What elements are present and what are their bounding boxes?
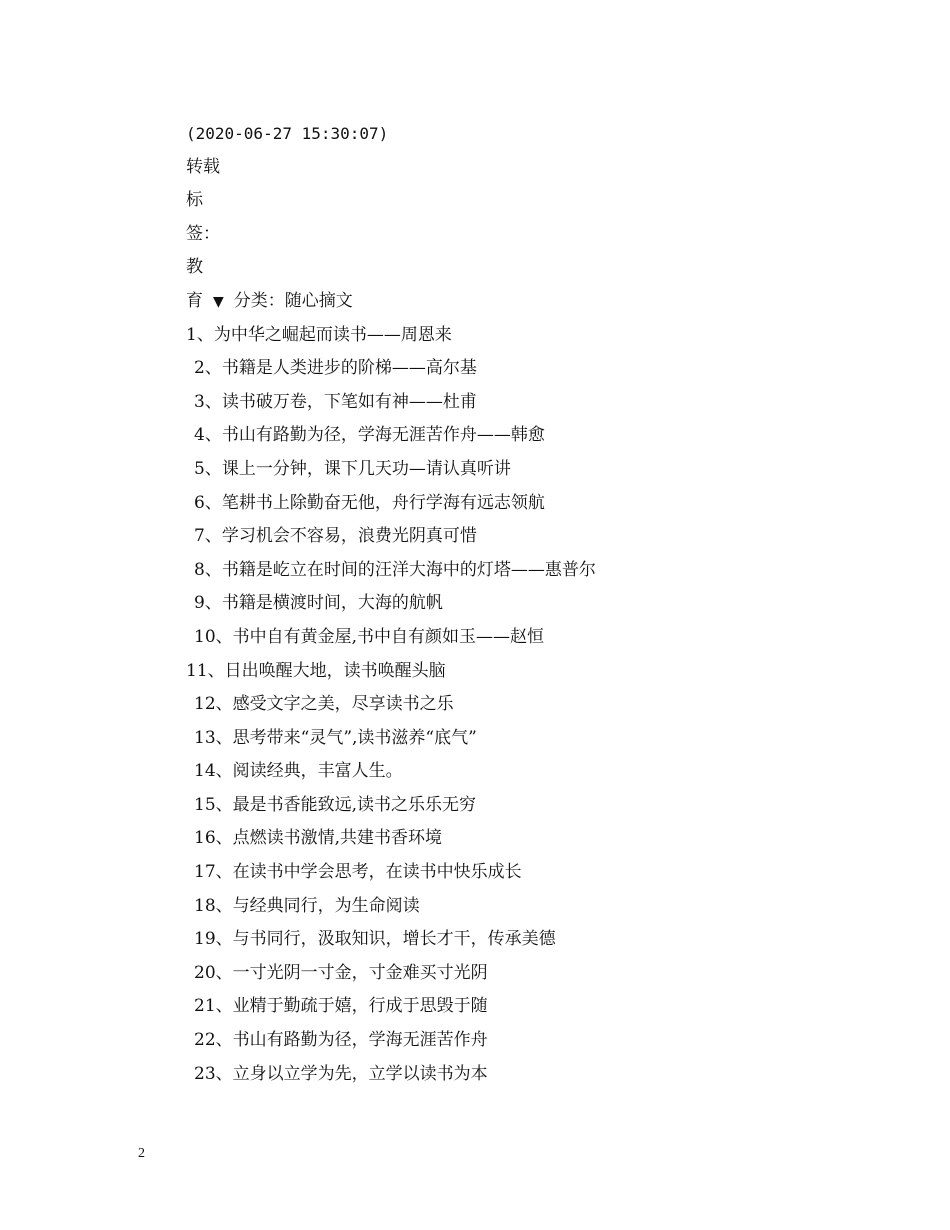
- quote-item: 15、最是书香能致远,读书之乐乐无穷: [194, 794, 477, 815]
- quote-item: 3、读书破万卷，下笔如有神——杜甫: [194, 391, 477, 412]
- quote-item: 5、课上一分钟，课下几天功—请认真听讲: [194, 458, 511, 479]
- category-label: 分类：随心摘文: [233, 290, 353, 311]
- quote-item: 16、点燃读书激情,共建书香环境: [194, 828, 443, 849]
- tag-label-part-2: 签：: [186, 223, 220, 244]
- quote-item: 7、学习机会不容易，浪费光阴真可惜: [194, 526, 477, 547]
- quote-item: 1、为中华之崛起而读书——周恩来: [186, 324, 452, 345]
- quote-item: 12、感受文字之美，尽享读书之乐: [194, 694, 454, 715]
- tag-value-part-2: 育: [186, 290, 203, 311]
- quote-item: 21、业精于勤疏于嬉，行成于思毁于随: [194, 996, 488, 1017]
- repost-label: 转载: [186, 156, 220, 177]
- tag-value-part-1: 教: [186, 257, 203, 278]
- quote-item: 22、书山有路勤为径，学海无涯苦作舟: [194, 1030, 488, 1051]
- tag-label-part-1: 标: [186, 190, 203, 211]
- quote-item: 17、在读书中学会思考，在读书中快乐成长: [194, 862, 522, 883]
- quote-item: 14、阅读经典，丰富人生。: [194, 761, 403, 782]
- quote-item: 13、思考带来“灵气”,读书滋养“底气”: [194, 727, 477, 748]
- document-body: [186, 117, 886, 1091]
- quote-item: 18、与经典同行，为生命阅读: [194, 895, 420, 916]
- quote-item: 4、书山有路勤为径，学海无涯苦作舟——韩愈: [194, 425, 545, 446]
- quote-item: 19、与书同行，汲取知识，增长才干，传承美德: [194, 929, 556, 950]
- quote-item: 11、日出唤醒大地，读书唤醒头脑: [186, 660, 446, 681]
- quote-item: 10、书中自有黄金屋,书中自有颜如玉——赵恒: [194, 626, 545, 647]
- quote-item: 8、书籍是屹立在时间的汪洋大海中的灯塔——惠普尔: [194, 559, 596, 580]
- quote-item: 9、书籍是横渡时间，大海的航帆: [194, 593, 443, 614]
- quote-item: 2、书籍是人类进步的阶梯——高尔基: [194, 358, 477, 379]
- dropdown-triangle-icon: ▼: [213, 293, 224, 310]
- page-number: 2: [138, 1146, 145, 1161]
- tag-category-line: [186, 285, 886, 319]
- quote-item: 23、立身以立学为先，立学以读书为本: [194, 1063, 488, 1084]
- post-date: (2020-06-27 15:30:07): [186, 124, 389, 143]
- quote-item: 20、一寸光阴一寸金，寸金难买寸光阴: [194, 962, 488, 983]
- quote-item: 6、笔耕书上除勤奋无他，舟行学海有远志领航: [194, 492, 545, 513]
